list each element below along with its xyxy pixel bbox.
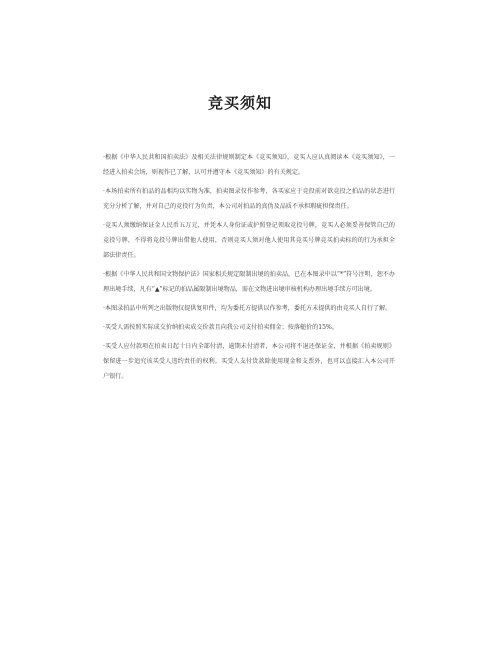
page-title: 竞买须知 bbox=[207, 94, 272, 112]
notice-paragraph-5: ·本图录拍品中所列之出版物仅提供复印件，均为委托方提供以作参考，委托方未提供的由竞买人自行了解。 bbox=[103, 305, 392, 312]
notice-paragraph-1: ·根据《中华人民共和国拍卖法》及相关法律规则制定本《竞买须知》，竞买人应认真阅读本《竞买须知》，一经进入拍卖会场，则视作已了解、认可并遵守本《竞买须知》的有关规定。 bbox=[103, 154, 395, 176]
notice-paragraph-3: ·竞买人须缴纳保证金人民币五万元，并凭本人身份证或护照登记领取竞投号牌，竞买人必须妥善保管自己的竞投号牌，不得将竞投号牌出借他人使用，否则竞买人须对他人使用其竞买号牌竞买拍卖标的的行为承担全部法律责任。 bbox=[103, 222, 395, 259]
notice-paragraph-7: ·买受人应付款项在拍卖日起十日内全部付清，逾期未付清者，本公司将不退还保证金，并根据《拍卖规则》保留进一步追究该买受人违约责任的权利。买受人支付货款除使用现金和支票外，也可以直接汇入本公司开户银行。 bbox=[103, 343, 395, 380]
notice-paragraph-6: ·买受人需按照实际成交价纳拍卖成交价款且向我公司支付拍卖佣金；按落槌价的15%。 bbox=[103, 324, 338, 331]
notice-paragraph-2: ·本场拍卖所有拍品的品相均以实物为准，拍卖图录仅作参考，各买家应于竞投前对欲竞投之拍品的状态进行充分分析了解，并对自己的竞投行为负责，本公司对拍品的真伪及品质不承担瑕疵担保责任。 bbox=[103, 188, 395, 210]
notice-body bbox=[103, 150, 395, 388]
notice-paragraph-4: ·根据《中华人民共和国文物保护法》国家相关规定限制出境的拍卖品，已在本图录中以“*”符号注明，恕不办理出境手续，凡有“▲”标记的拍品属限制出境物品，需在文物进出境审核机构办理出境手续方可出境。 bbox=[103, 271, 395, 293]
